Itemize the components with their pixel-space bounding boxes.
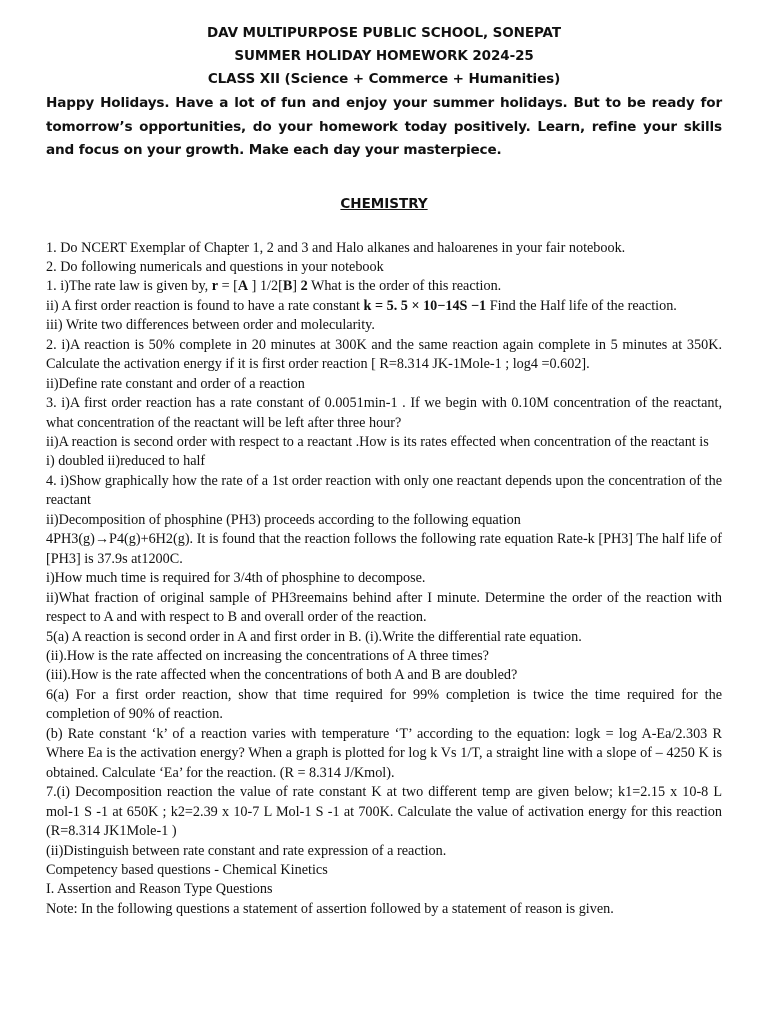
text-line: i) doubled ii)reduced to half — [46, 453, 206, 470]
text-line: 3. i)A first order reaction has a rate constant of 0.0051min-1 . If we begin with 0.10M concentration of the reactant, what concentration of the reactant will be left after three hour? — [46, 395, 722, 431]
school-name: DAV MULTIPURPOSE PUBLIC SCHOOL, SONEPAT — [207, 25, 561, 41]
text-line: 4. i)Show graphically how the rate of a 1st order reaction with only one reactant depends upon the concentration of the reactant — [46, 472, 722, 509]
text-line: Note: In the following questions a statement of assertion followed by a statement of reason is given. — [46, 900, 614, 917]
question-1-ii: ii) A first order reaction is found to have a rate constant k = 5. 5 × 10−14S −1 Find the Half life of the reaction. — [46, 297, 677, 314]
text-line: iii) Write two differences between order and molecularity. — [46, 317, 375, 334]
text-line: ii)What fraction of original sample of PH3reemains behind after I minute. Determine the order of the reaction with respect to A and with respect to B and overall order of the reaction. — [46, 589, 722, 626]
text-line: ii)A reaction is second order with respect to a reactant .How is its rates effected when concentration of the reactant is — [46, 434, 709, 451]
text-line: 5(a) A reaction is second order in A and first order in B. (i).Write the differential rate equation. — [46, 628, 582, 645]
text-line: Competency based questions - Chemical Kinetics — [46, 862, 328, 878]
document-header — [46, 22, 722, 91]
question-list — [46, 239, 722, 920]
text-line: 1. Do NCERT Exemplar of Chapter 1, 2 and 3 and Halo alkanes and haloarenes in your fair notebook. — [46, 239, 626, 256]
text-line: (ii).How is the rate affected on increasing the concentrations of A three times? — [46, 648, 489, 665]
subject-heading: CHEMISTRY — [340, 195, 428, 212]
text-line: 6(a) For a first order reaction, show that time required for 99% completion is twice the time required for the completion of 90% of reaction. — [46, 686, 722, 723]
text-line: 2. Do following numericals and questions in your notebook — [46, 258, 384, 275]
text-line: 7.(i) Decomposition reaction the value of rate constant K at two different temp are given below; k1=2.15 x 10-8 L mol-1 S -1 at 650K ; k2=2.39 x 10-7 L Mol-1 S -1 at 700K. Calculate the value of activation energy for this reaction (R=8.314 JK1Mole-1 ) — [46, 784, 722, 840]
text-line: ii)Define rate constant and order of a reaction — [46, 375, 305, 392]
intro-paragraph: Happy Holidays. Have a lot of fun and enjoy your summer holidays. But to be ready for tomorrow’s opportunities, do your homework today positively. Learn, refine your skills and focus on your growth. Make each day your masterpiece. — [46, 95, 722, 158]
text-line: 4PH3(g)→P4(g)+6H2(g). It is found that the reaction follows the following rate equation Rate-k [PH3] The half life of [PH3] is 37.9s at1200C. — [46, 531, 722, 567]
text-line: (ii)Distinguish between rate constant and rate expression of a reaction. — [46, 842, 447, 859]
text-line: 2. i)A reaction is 50% complete in 20 minutes at 300K and the same reaction again complete in 5 minutes at 350K. Calculate the activation energy if it is first order reaction [ R=8.314 JK-1Mole-1 ; log4 =0.602]. — [46, 336, 722, 373]
text-line: (b) Rate constant ‘k’ of a reaction varies with temperature ‘T’ according to the equation: logk = log A-Ea/2.303 R Where Ea is the activation energy? When a graph is plotted for log k Vs 1/T, a straight line with a slope of – 4250 K is obtained. Calculate ‘Ea’ for the reaction. (R = 8.314 J/Kmol). — [46, 725, 722, 781]
text-line: i)How much time is required for 3/4th of phosphine to decompose. — [46, 570, 426, 587]
homework-title: SUMMER HOLIDAY HOMEWORK 2024-25 — [234, 48, 534, 64]
question-1-i: 1. i)The rate law is given by, r = [A ] 1/2[B] 2 What is the order of this reaction. — [46, 278, 502, 295]
text-line: ii)Decomposition of phosphine (PH3) proceeds according to the following equation — [46, 511, 521, 528]
text-line: I. Assertion and Reason Type Questions — [46, 881, 273, 898]
class-label: CLASS XII (Science + Commerce + Humanities) — [207, 71, 561, 87]
text-line: (iii).How is the rate affected when the concentrations of both A and B are doubled? — [46, 667, 518, 684]
